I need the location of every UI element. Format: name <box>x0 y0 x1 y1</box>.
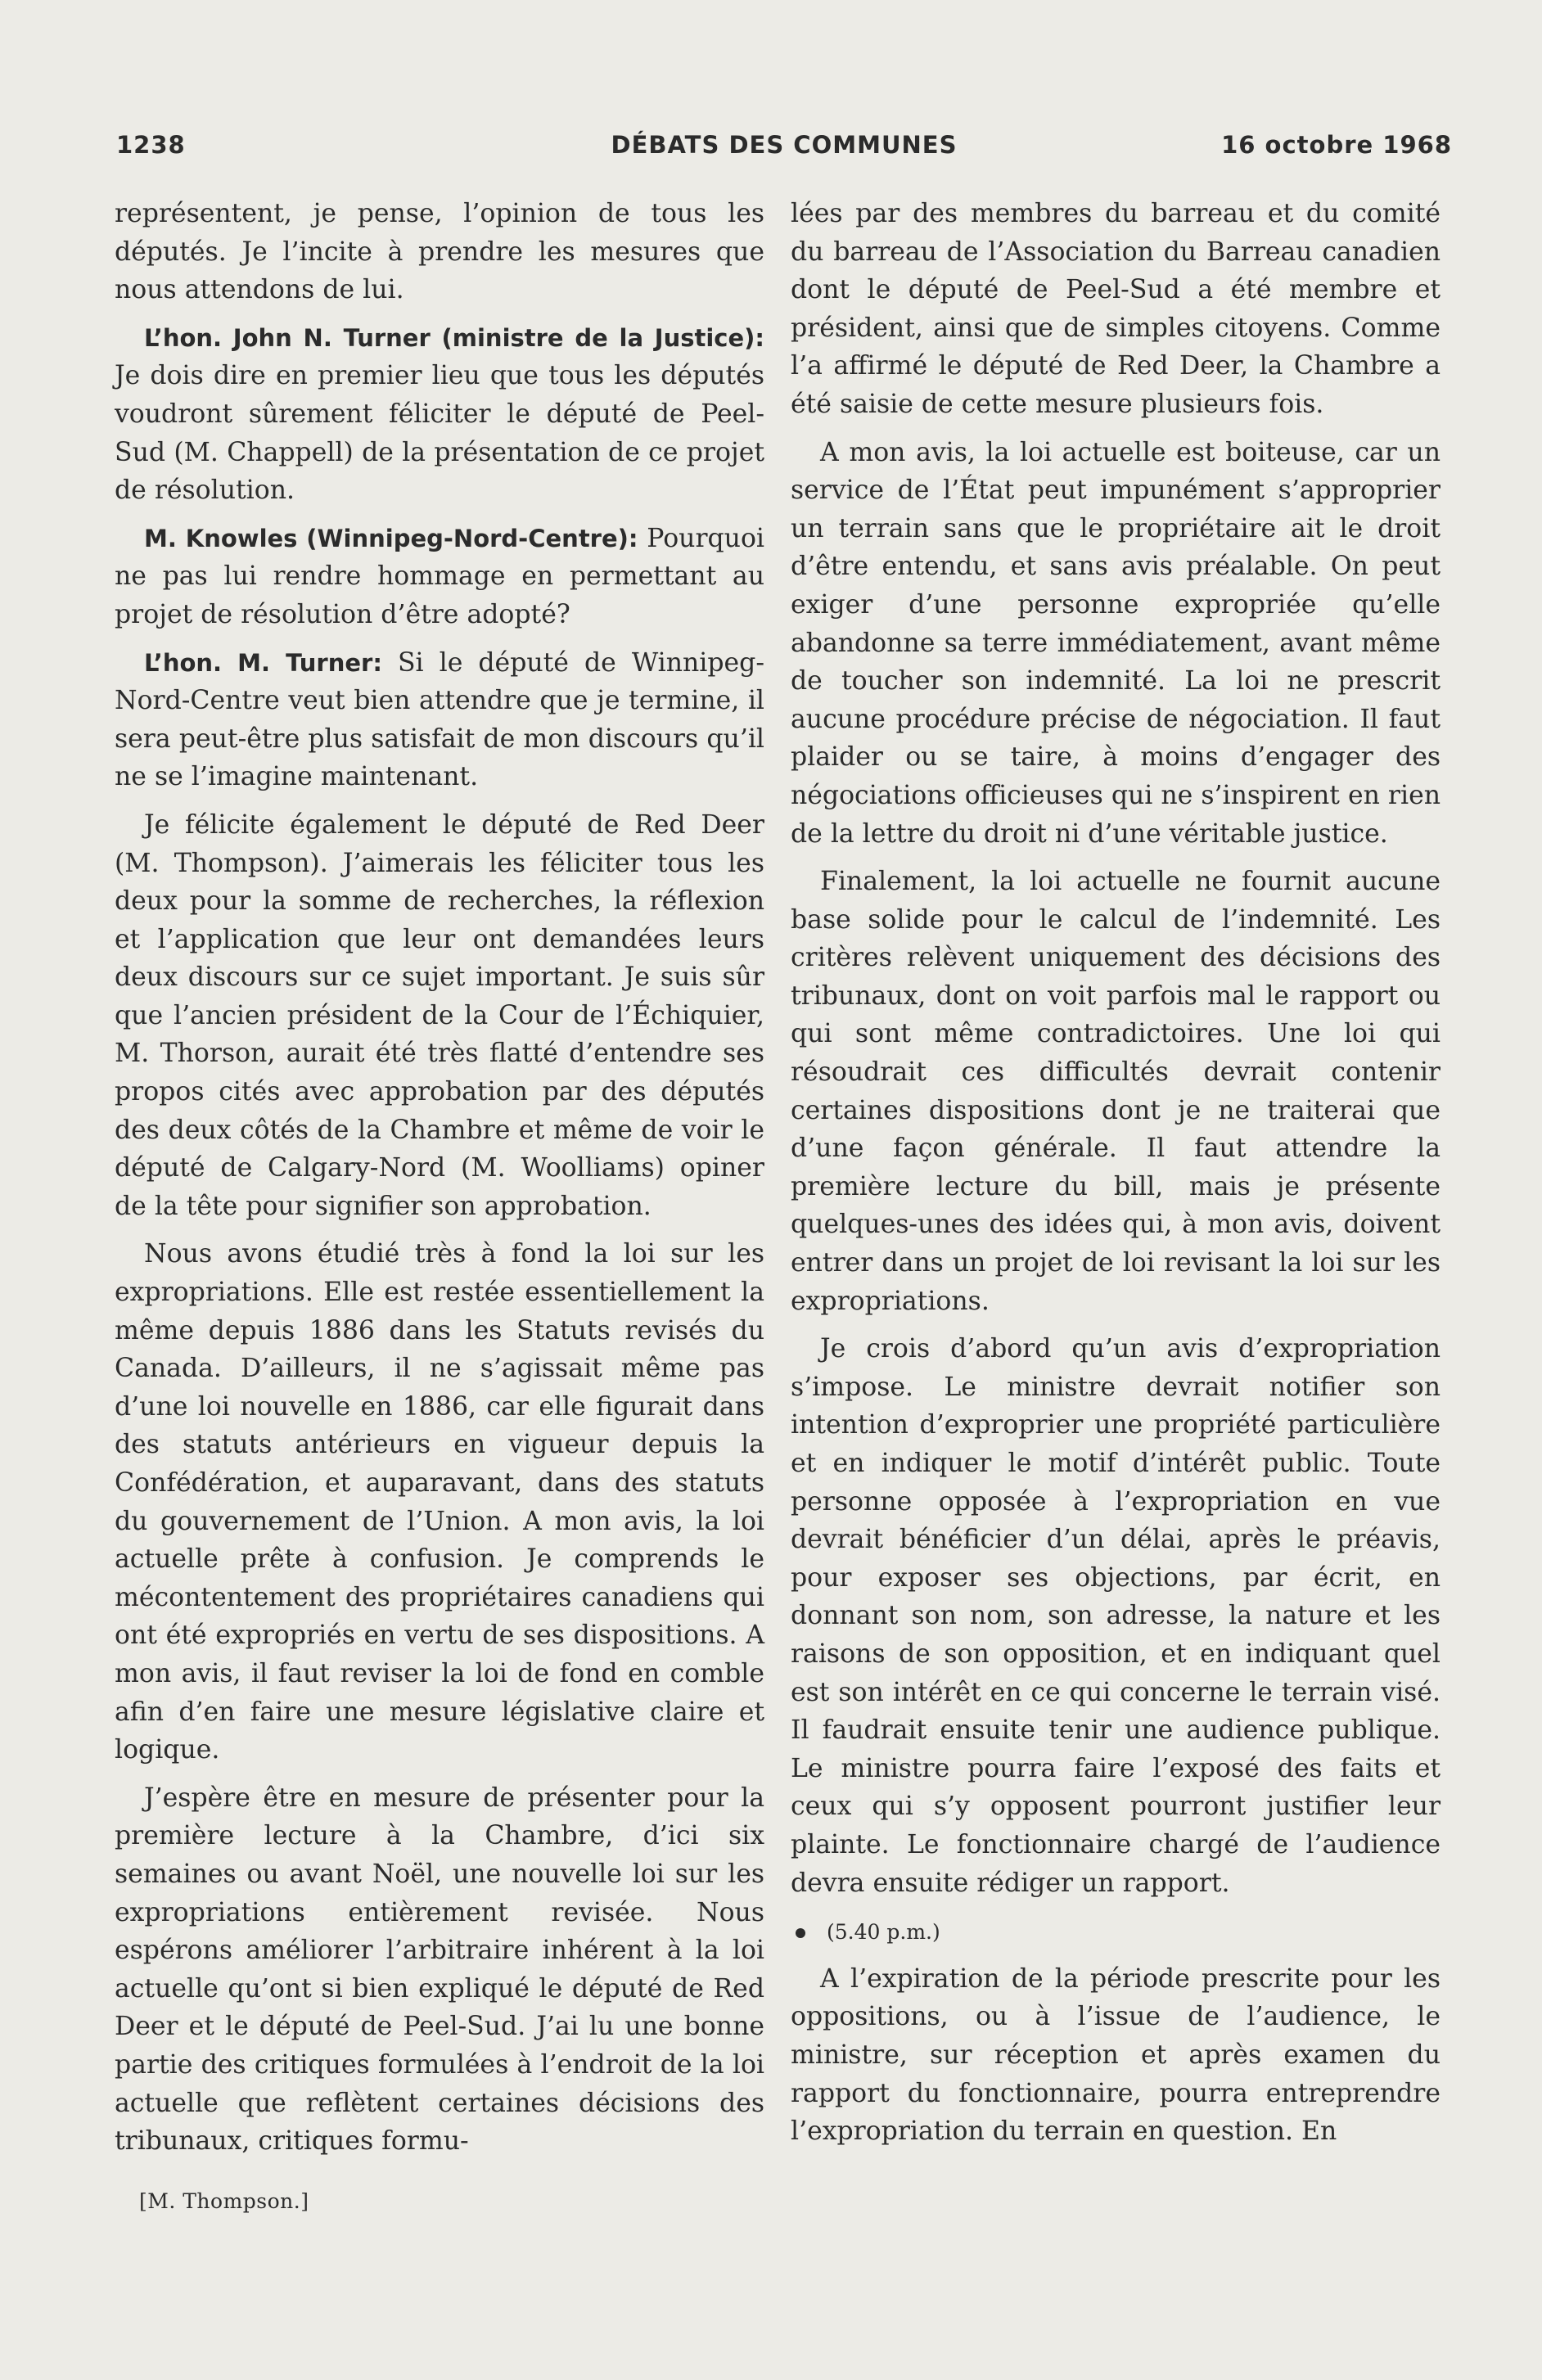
speaker-reference: [M. Thompson.] <box>139 2189 309 2213</box>
paragraph: Finalement, la loi actuelle ne fournit aucune base solide pour le calcul de l’indemnité. Les critères relèvent uniquement des décisions des tribunaux, dont on voit parfois mal le rapport ou qui sont même contradictoires. Une loi qui résoudrait ces difficultés devrait contenir certaines dispositions dont je ne traiterai que d’une façon générale. Il faut attendre la première lecture du bill, mais je présente quelques-unes des idées qui, à mon avis, doivent entrer dans un projet de loi revisant la loi sur les expropriations. <box>791 867 1441 1316</box>
left-column <box>115 195 764 2170</box>
speech-text: Pourquoi ne pas lui rendre hommage en permettant au projet de résolution d’être adopté? <box>115 523 764 629</box>
paragraph: Nous avons étudié très à fond la loi sur les expropriations. Elle est restée essentiellement la même depuis 1886 dans les Statuts revisés du Canada. D’ailleurs, il ne s’agissait même pas d’une loi nouvelle en 1886, car elle figurait dans des statuts antérieurs en vigueur depuis la Confédération, et auparavant, dans des statuts du gouvernement de l’Union. A mon avis, la loi actuelle prête à confusion. Je comprends le mécontentement des propriétaires canadiens qui ont été expropriés en vertu de ses dispositions. A mon avis, il faut reviser la loi de fond en comble afin d’en faire une mesure législative claire et logique. <box>115 1239 764 1765</box>
paragraph <box>115 520 764 634</box>
paragraph: A l’expiration de la période prescrite pour les oppositions, ou à l’issue de l’audience, le ministre, sur réception et après examen du rapport du fonctionnaire, pourra entreprendre l’expropriation du terrain en question. En <box>791 1963 1441 2147</box>
paragraph: lées par des membres du barreau et du comité du barreau de l’Association du Barreau canadien dont le député de Peel-Sud a été membre et président, ainsi que de simples citoyens. Comme l’a affirmé le député de Red Deer, la Chambre a été saisie de cette mesure plusieurs fois. <box>791 199 1441 419</box>
page-number: 1238 <box>116 131 186 159</box>
paragraph: représentent, je pense, l’opinion de tous les députés. Je l’incite à prendre les mesures que nous attendons de lui. <box>115 199 764 305</box>
paragraph <box>115 644 764 796</box>
speech-text: Je dois dire en premier lieu que tous les députés voudront sûrement féliciter le député de Peel-Sud (M. Chappell) de la présentation de ce projet de résolution. <box>115 361 764 506</box>
bullet-icon <box>796 1928 805 1938</box>
speaker-name: L’hon. M. Turner: <box>144 648 382 677</box>
paragraph <box>115 319 764 510</box>
speech-text: Si le député de Winnipeg-Nord-Centre veut bien attendre que je termine, il sera peut-être plus satisfait de mon discours qu’il ne se l’imagine maintenant. <box>115 647 764 792</box>
running-title: DÉBATS DES COMMUNES <box>611 131 958 159</box>
paragraph: A mon avis, la loi actuelle est boiteuse, car un service de l’État peut impunément s’approprier un terrain sans que le propriétaire ait le droit d’être entendu, et sans avis préalable. On peut exiger d’une personne expropriée qu’elle abandonne sa terre immédiatement, avant même de toucher son indemnité. La loi ne prescrit aucune procédure précise de négociation. Il faut plaider ou se taire, à moins d’engager des négociations officieuses qui ne s’inspirent en rien de la lettre du droit ni d’une véritable justice. <box>791 437 1441 849</box>
page-header <box>116 131 1452 172</box>
time-marker <box>791 1913 1441 1952</box>
speaker-name: M. Knowles (Winnipeg-Nord-Centre): <box>144 524 638 552</box>
header-date: 16 octobre 1968 <box>1221 131 1452 159</box>
paragraph: Je crois d’abord qu’un avis d’expropriation s’impose. Le ministre devrait notifier son intention d’exproprier une propriété particulière et en indiquer le motif d’intérêt public. Toute personne opposée à l’expropriation en vue devrait bénéficier d’un délai, après le préavis, pour exposer ses objections, par écrit, en donnant son nom, son adresse, la nature et les raisons de son opposition, et en indiquant quel est son intérêt en ce qui concerne le terrain visé. Il faudrait ensuite tenir une audience publique. Le ministre pourra faire l’exposé des faits et ceux qui s’y opposent pourront justifier leur plainte. Le fonctionnaire chargé de l’audience devra ensuite rédiger un rapport. <box>791 1334 1441 1898</box>
time-text: (5.40 p.m.) <box>827 1920 940 1945</box>
speaker-name: L’hon. John N. Turner (ministre de la Justice): <box>144 323 764 352</box>
paragraph: J’espère être en mesure de présenter pour la première lecture à la Chambre, d’ici six semaines ou avant Noël, une nouvelle loi sur les expropriations entièrement revisée. Nous espérons améliorer l’arbitraire inhérent à la loi actuelle qu’ont si bien expliqué le député de Red Deer et le député de Peel-Sud. J’ai lu une bonne partie des critiques formulées à l’endroit de la loi actuelle que reflètent certaines décisions des tribunaux, critiques formu- <box>115 1783 764 2157</box>
paragraph: Je félicite également le député de Red Deer (M. Thompson). J’aimerais les féliciter tous les deux pour la somme de recherches, la réflexion et l’application que leur ont demandées leurs deux discours sur ce sujet important. Je suis sûr que l’ancien président de la Cour de l’Échiquier, M. Thorson, aurait été très flatté d’entendre ses propos cités avec approbation par des députés des deux côtés de la Chambre et même de voir le député de Calgary-Nord (M. Woolliams) opiner de la tête pour signifier son approbation. <box>115 809 764 1221</box>
right-column <box>791 195 1441 2161</box>
